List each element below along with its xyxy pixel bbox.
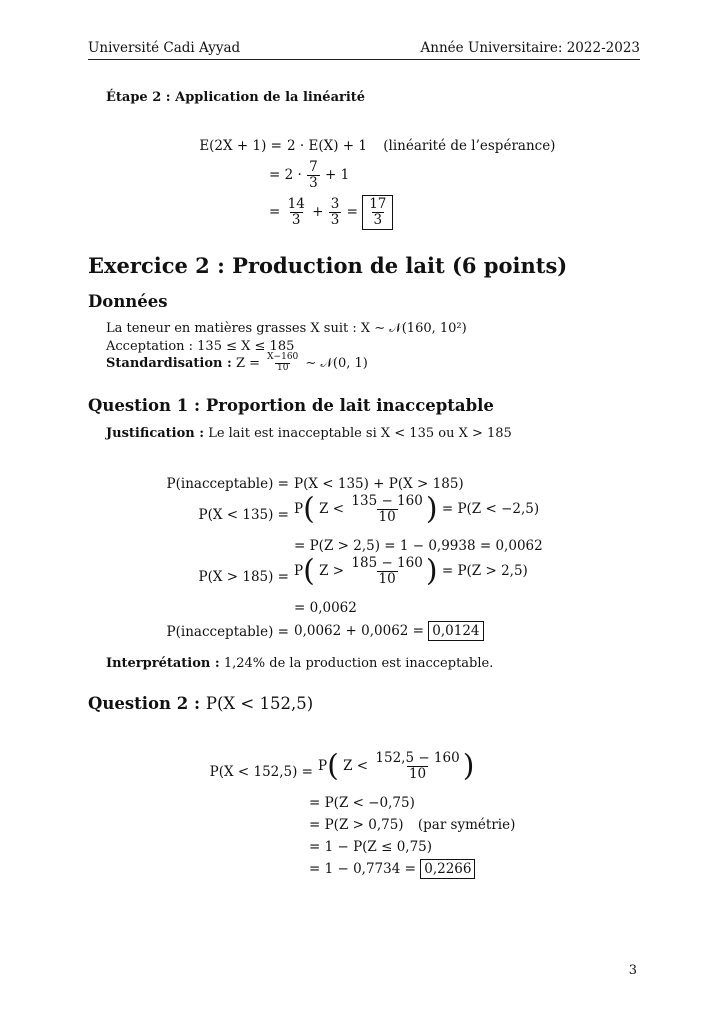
q1-l6-lhs: P(inacceptable) = [166, 624, 289, 640]
q2-title-label: Question 2 : [88, 694, 201, 713]
q1-l3: = P(Z > 2,5) = 1 − 0,9938 = 0,0062 [294, 538, 543, 554]
q1-l4-rparen: ) [425, 553, 438, 589]
etape2-line3-eq2: = [346, 203, 358, 220]
q2-l4: = 1 − P(Z ≤ 0,75) [309, 839, 433, 855]
q2-l5 [309, 859, 475, 879]
q1-l2-frac [349, 494, 424, 525]
q2-l1-frac [373, 751, 461, 782]
etape2-line3-den2: 3 [330, 211, 340, 228]
q2-l2: = P(Z < −0,75) [309, 795, 415, 811]
etape2-line2-num: 7 [309, 159, 318, 175]
q2-l5-expr: = 1 − 0,7734 = [309, 861, 416, 877]
etape2-title: Étape 2 : Application de la linéarité [106, 90, 366, 105]
q1-l4-lhs: P(X > 185) = [198, 569, 289, 585]
q1-l5: = 0,0062 [294, 600, 357, 616]
etape2-line3-frac2 [329, 197, 342, 228]
q2-l3-expr: = P(Z > 0,75) [309, 817, 404, 833]
q1-l2-den: 10 [378, 508, 396, 525]
q2-l1-lparen: ( [327, 748, 339, 784]
etape2-line1-note: (linéarité de l’espérance) [383, 138, 556, 154]
etape2-result-num: 17 [369, 196, 387, 212]
header-rule [88, 59, 640, 60]
q2-l1-rparen: ) [462, 748, 475, 784]
q1-l1-rhs: P(X < 135) + P(X > 185) [294, 476, 464, 492]
q2-l3 [309, 817, 515, 833]
q2-l1-lhs: P(X < 152,5) = [209, 764, 313, 780]
standardisation-z: Z = [235, 355, 260, 371]
q1-l2-lparen: ( [303, 491, 315, 527]
q2-l1-p: P [318, 757, 328, 774]
etape2-line2 [269, 160, 349, 191]
q1-interp-label: Interprétation : [106, 656, 220, 671]
etape2-line3-den1: 3 [291, 211, 301, 228]
header-year: Année Universitaire: 2022-2023 [420, 40, 640, 56]
standardisation-frac [265, 353, 300, 374]
etape2-line3-plus: + [312, 203, 324, 220]
etape2-line2-suffix: + 1 [324, 166, 350, 183]
q1-justif-text: Le lait est inacceptable si X < 135 ou X > 185 [208, 426, 512, 441]
q1-l2-lhs: P(X < 135) = [198, 507, 289, 523]
q1-justif-label: Justification : [106, 426, 205, 441]
q2-l1-num: 152,5 − 160 [375, 750, 460, 766]
q1-l2-num: 135 − 160 [351, 493, 423, 509]
q1-l4-rhs [294, 553, 528, 589]
etape2-result-box [362, 195, 393, 230]
q1-l4-frac [349, 556, 424, 587]
etape2-line1-rhs [287, 138, 555, 154]
q1-l2-z: Z < [319, 500, 345, 517]
q2-l1-z: Z < [343, 757, 369, 774]
q1-result-box: 0,0124 [428, 621, 483, 641]
q1-l2-p: P [294, 500, 304, 517]
q1-justification [106, 426, 512, 441]
donnees-line1: La teneur en matières grasses X suit : X ∼ 𝒩(160, 10²) [106, 321, 467, 336]
donnees-line2: Acceptation : 135 ≤ X ≤ 185 [106, 339, 295, 354]
q1-l4-z: Z > [319, 562, 345, 579]
etape2-line1-expr: 2 · E(X) + 1 [287, 138, 367, 154]
q1-l6-rhs [294, 621, 484, 641]
q2-l3-note: (par symétrie) [417, 817, 516, 833]
q1-l1-lhs: P(inacceptable) = [166, 476, 289, 492]
page-number: 3 [628, 963, 637, 978]
header-university: Université Cadi Ayyad [88, 40, 241, 56]
donnees-title: Données [88, 292, 168, 311]
q1-l4-result: = P(Z > 2,5) [441, 562, 528, 579]
etape2-line3-num2: 3 [330, 196, 340, 212]
q1-l4-den: 10 [378, 570, 396, 587]
etape2-line3-eq: = [269, 203, 281, 220]
etape2-result-den: 3 [373, 211, 383, 228]
q2-result-box: 0,2266 [420, 859, 475, 879]
q1-l4-lparen: ( [303, 553, 315, 589]
standardisation-num: X−160 [267, 352, 299, 362]
exercice-title: Exercice 2 : Production de lait (6 points) [88, 253, 568, 278]
standardisation-label: Standardisation : [106, 355, 232, 371]
q1-l2-rhs [294, 491, 540, 527]
q1-l6-expr: 0,0062 + 0,0062 = [294, 623, 424, 639]
etape2-line3-frac1 [286, 197, 307, 228]
q1-l4-p: P [294, 562, 304, 579]
standardisation-suffix: ∼ 𝒩(0, 1) [305, 355, 368, 371]
q1-l2-rparen: ) [425, 491, 438, 527]
donnees-line3 [106, 353, 368, 374]
etape2-line1-lhs: E(2X + 1) = [199, 138, 282, 154]
etape2-line3 [269, 195, 393, 230]
q1-interpretation [106, 656, 493, 671]
q1-interp-text: 1,24% de la production est inacceptable. [223, 656, 494, 671]
q2-title-expr: P(X < 152,5) [205, 694, 314, 713]
q2-l1-den: 10 [408, 765, 427, 782]
standardisation-den: 10 [276, 362, 289, 373]
q1-title: Question 1 : Proportion de lait inacceptable [88, 396, 494, 415]
q2-l1-rhs [318, 748, 475, 784]
q2-title [88, 694, 313, 713]
etape2-line2-prefix: = 2 · [269, 166, 302, 183]
etape2-line2-frac [307, 160, 320, 191]
etape2-result-frac [367, 197, 388, 228]
q1-l2-result: = P(Z < −2,5) [441, 500, 540, 517]
etape2-line2-den: 3 [309, 174, 318, 191]
etape2-line3-num1: 14 [287, 196, 305, 212]
q1-l4-num: 185 − 160 [351, 555, 423, 571]
